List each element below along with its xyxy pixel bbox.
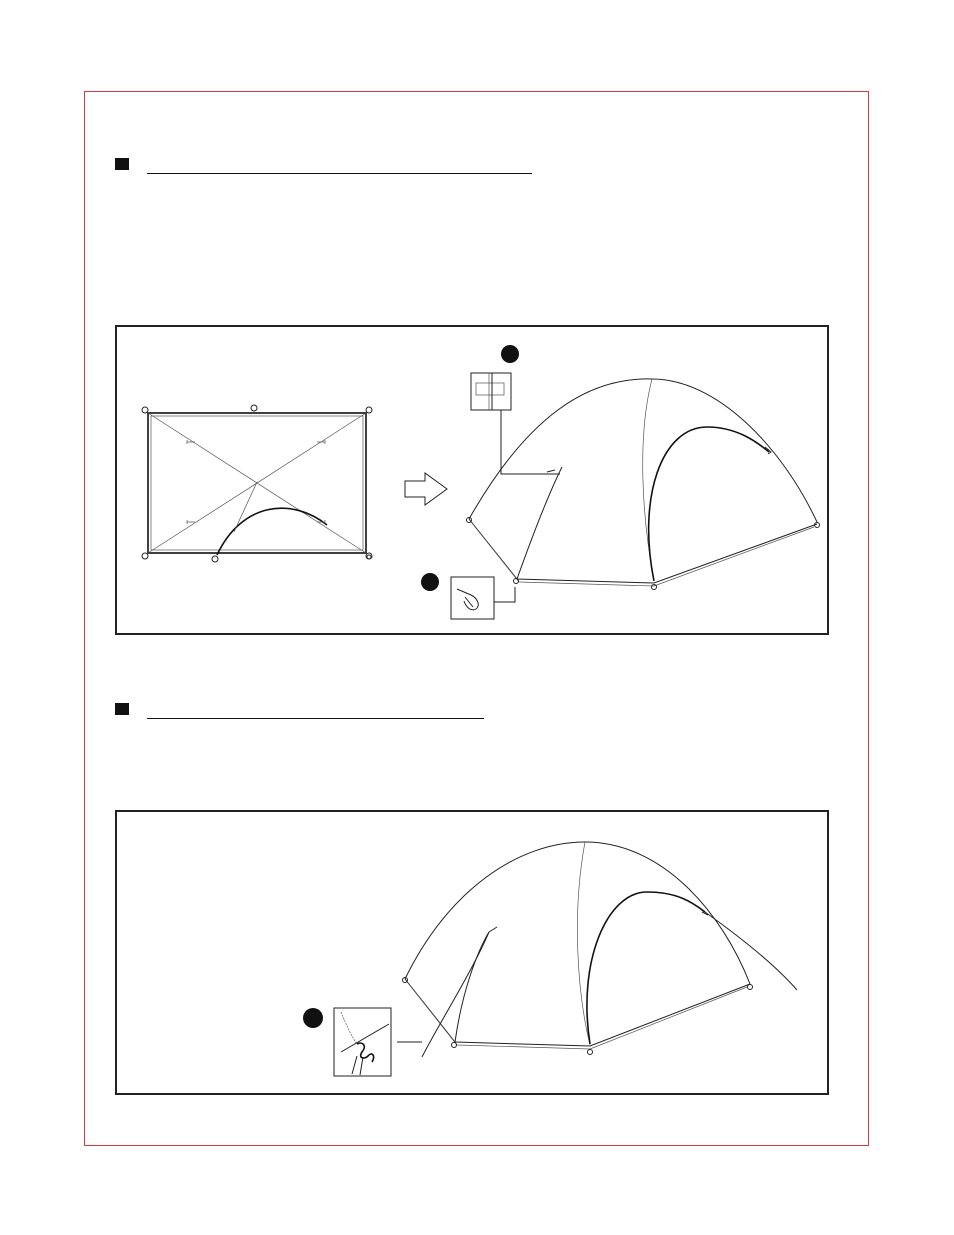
tent-dome-drawing — [467, 379, 820, 590]
callout-guyline-knot — [303, 1008, 422, 1076]
callout-stake-loop — [421, 573, 515, 619]
figure-footprint-to-tent — [115, 325, 829, 635]
tent-with-fly-drawing — [403, 842, 798, 1057]
section-2-heading-rule — [147, 718, 484, 719]
section-2-bullet — [115, 703, 129, 715]
section-1-heading-rule — [147, 173, 532, 174]
transition-arrow — [405, 473, 447, 505]
figure-tent-guyline — [115, 810, 829, 1095]
section-1-bullet — [115, 158, 129, 170]
footprint-diagram — [142, 405, 372, 562]
callout-pole-clip — [471, 345, 560, 474]
